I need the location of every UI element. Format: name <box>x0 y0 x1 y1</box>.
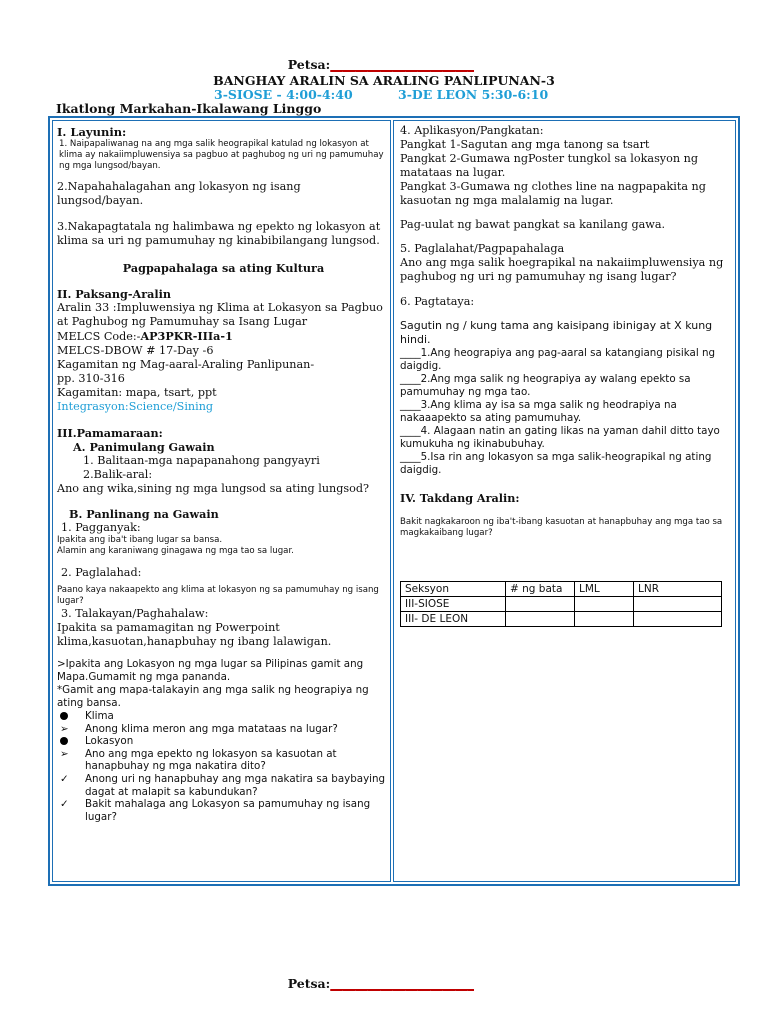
quiz-item-1: ____1.Ang heograpiya ang pag-aaral sa katangiang pisikal ng daigdig. <box>400 347 716 372</box>
quiz-item-4: ____4. Alagaan natin an gating likas na yaman dahil ditto tayo kumukuha ng ikinabubuhay. <box>400 425 720 450</box>
table-header: LML <box>575 582 634 597</box>
pagganyak-line-1: Ipakita ang iba't ibang lugar sa bansa. <box>57 535 223 545</box>
table-row <box>401 597 722 612</box>
quiz-item-3: ____3.Ang klima ay isa sa mga salik ng heodrapiya na nakaaapekto sa ating pamumuhay. <box>400 399 677 424</box>
talakayan-label: 3. Talakayan/Paghahalaw: <box>61 607 209 620</box>
quarter-label: Ikatlong Markahan-Ikalawang Linggo <box>56 101 322 116</box>
time-siose: 3-SIOSE - 4:00-4:40 <box>214 87 353 102</box>
left-column <box>52 120 391 882</box>
pamaraan-heading: III.Pamamaraan: <box>57 426 163 440</box>
panlinang-heading: B. Panlinang na Gawain <box>69 507 219 521</box>
table-cell <box>634 612 722 627</box>
balik-aral-question: Ano ang wika,sining ng mga lungsod sa ating lungsod? <box>57 482 370 495</box>
bullet-dot-icon <box>60 737 68 745</box>
table-cell: III-SIOSE <box>401 597 506 612</box>
petsa-line-top <box>0 57 768 72</box>
takdang-heading: IV. Takdang Aralin: <box>400 491 520 505</box>
table-row <box>401 612 722 627</box>
table-cell <box>575 597 634 612</box>
table-cell <box>506 597 575 612</box>
pagganyak-label: 1. Pagganyak: <box>61 521 141 534</box>
paglalahad-question: Paano kaya nakaapekto ang klima at lokasyon ng sa pamumuhay ng isang lugar? <box>57 585 379 606</box>
right-column <box>393 120 736 882</box>
table-cell <box>634 597 722 612</box>
petsa-label: Petsa: <box>287 57 331 72</box>
kagamitan-text: Kagamitan: mapa, tsart, ppt <box>57 386 217 399</box>
table-header: # ng bata <box>506 582 575 597</box>
melcs-code-label: MELCS Code:- <box>57 330 141 343</box>
table-header: Seksyon <box>401 582 506 597</box>
balitaan-text: 1. Balitaan-mga napapanahong pangyayri <box>83 454 320 467</box>
integrasyon-text: Integrasyon:Science/Sining <box>57 400 214 413</box>
table-cell <box>506 612 575 627</box>
paglalahat-heading: 5. Paglalahat/Pagpapahalaga <box>400 242 565 255</box>
pangkat-3: Pangkat 3-Gumawa ng clothes line na nagpapakita ng kasuotan ng mga malalamig na lugar. <box>400 180 706 207</box>
panimulang-heading: A. Panimulang Gawain <box>73 440 215 454</box>
list-item: ✓ Anong uri ng hanapbuhay ang mga nakatira sa baybaying dagat at malapit sa kabundukan? <box>60 772 386 798</box>
pagtataya-instructions: Sagutin ng / kung tama ang kaisipang ibinigay at X kung hindi. <box>400 319 713 346</box>
aplikasyon-heading: 4. Aplikasyon/Pangkatan: <box>400 124 544 137</box>
pangkat-1: Pangkat 1-Sagutan ang mga tanong sa tsart <box>400 138 650 151</box>
pag-uulat-text: Pag-uulat ng bawat pangkat sa kanilang gawa. <box>400 218 666 231</box>
list-item: ➢ Anong klima meron ang mga matataas na lugar? <box>60 722 338 735</box>
discussion-list <box>57 710 390 823</box>
petsa-blank: _______________________ <box>330 976 475 991</box>
quiz-item-5: ____5.Isa rin ang lokasyon sa mga salik-heograpikal ng ating daigdig. <box>400 451 712 476</box>
objective-2: 2.Napahahalagahan ang lokasyon ng isang lungsod/bayan. <box>57 180 301 207</box>
pages-text: pp. 310-316 <box>57 372 125 385</box>
petsa-line-bottom <box>0 976 768 991</box>
balik-aral-label: 2.Balik-aral: <box>83 468 153 481</box>
aralin-text: Aralin 33 :Impluwensiya ng Klima at Lokasyon sa Pagbuo at Paghubog ng Pamumuhay sa Isang Lugar <box>57 301 383 328</box>
melcs-code <box>57 329 390 344</box>
pangkat-2: Pangkat 2-Gumawa ngPoster tungkol sa lokasyon ng matataas na lugar. <box>400 152 698 179</box>
pagtataya-heading: 6. Pagtataya: <box>400 295 475 308</box>
table-header-row <box>401 582 722 597</box>
layunin-heading: I. Layunin: <box>57 125 127 139</box>
table-header: LNR <box>634 582 722 597</box>
document-title: BANGHAY ARALIN SA ARALING PANLIPUNAN-3 <box>213 73 555 88</box>
pagganyak-line-2: Alamin ang karaniwang ginagawa ng mga tao sa lugar. <box>57 546 294 556</box>
petsa-label: Petsa: <box>287 976 331 991</box>
quiz-item-2: ____2.Ang mga salik ng heograpiya ay walang epekto sa pamumuhay ng mga tao. <box>400 373 691 398</box>
petsa-blank: _______________________ <box>330 57 475 72</box>
arrow-bullet-icon: ➢ <box>60 722 69 735</box>
table-cell: III- DE LEON <box>401 612 506 627</box>
objective-1: 1. Naipapaliwanag na ang mga salik heograpikal katulad ng lokasyon at klima ay nakaiimpluwensiya sa pagbuo at paghubog ng uri ng pamumuhay ng mga lungsod/bayan. <box>59 139 384 171</box>
kagamitan-mag: Kagamitan ng Mag-aaral-Araling Panlipunan- <box>57 358 315 371</box>
list-item: ➢ Ano ang mga epekto ng lokasyon sa kasuotan at hanapbuhay ng mga nakatira dito? <box>60 747 337 773</box>
dbow-text: MELCS-DBOW # 17-Day -6 <box>57 344 214 357</box>
takdang-question: Bakit nagkakaroon ng iba't-ibang kasuotan at hanapbuhay ang mga tao sa magkakaibang lugar? <box>400 517 723 538</box>
time-deleon: 3-DE LEON 5:30-6:10 <box>398 87 549 102</box>
melcs-code-value: AP3PKR-IIIa-1 <box>140 329 233 343</box>
objective-3: 3.Nakapagtatala ng halimbawa ng epekto ng lokasyon at klima sa uri ng pamumuhay ng kinabibilangang lungsod. <box>57 220 381 247</box>
paglalahad-label: 2. Paglalahad: <box>61 566 142 579</box>
list-item: Klima <box>57 710 390 723</box>
list-item: Lokasyon <box>57 735 390 748</box>
lokasyon-note: >Ipakita ang Lokasyon ng mga lugar sa Pilipinas gamit ang Mapa.Gumamit ng mga pananda. <box>57 658 364 683</box>
section-table <box>400 581 722 627</box>
paksa-heading: II. Paksang-Aralin <box>57 287 171 301</box>
talakayan-text: Ipakita sa pamamagitan ng Powerpoint klima,kasuotan,hanapbuhay ng ibang lalawigan. <box>57 621 332 648</box>
arrow-bullet-icon: ➢ <box>60 747 69 760</box>
list-item: ✓ Bakit mahalaga ang Lokasyon sa pamumuhay ng isang lugar? <box>60 798 371 823</box>
gamit-note: *Gamit ang mapa-talakayin ang mga salik ng heograpiya ng ating bansa. <box>57 684 369 709</box>
check-bullet-icon: ✓ <box>60 772 69 785</box>
check-bullet-icon: ✓ <box>60 798 69 811</box>
paglalahat-question: Ano ang mga salik hoegrapikal na nakaiimpluwensiya ng paghubog ng uri ng pamumuhay ng isang lugar? <box>400 256 724 283</box>
value-heading: Pagpapahalaga sa ating Kultura <box>122 261 325 275</box>
bullet-dot-icon <box>60 712 68 720</box>
table-cell <box>575 612 634 627</box>
